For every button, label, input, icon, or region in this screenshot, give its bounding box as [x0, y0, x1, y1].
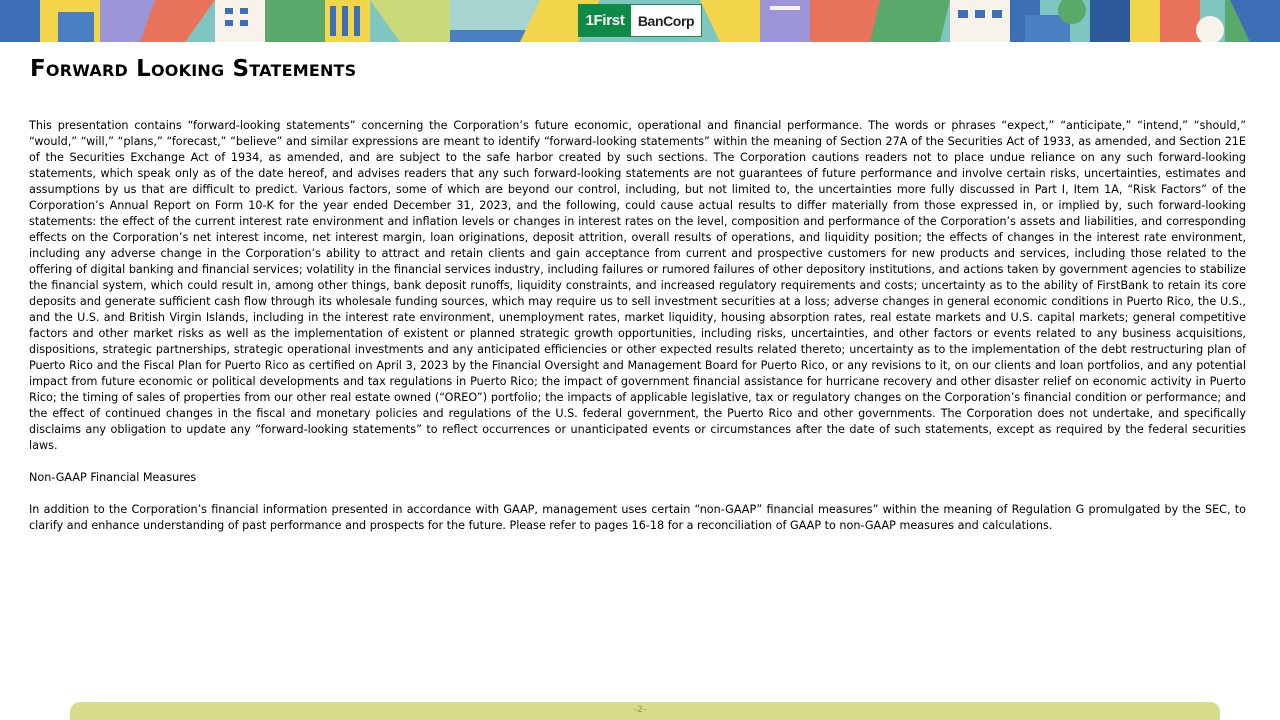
logo-mark: 1First: [579, 5, 631, 36]
non-gaap-paragraph: In addition to the Corporation’s financial information presented in accordance with GAAP, management uses certain “non-GAAP” financial measures” within the meaning of Regulation G promulgated by the SEC, to clarify and enhance understanding of past performance and prospects for the future. Please refer to pages 16-18 for a reconciliation of GAAP to non-GAAP measures and calculations.: [29, 503, 1246, 532]
non-gaap-heading: Non-GAAP Financial Measures: [29, 471, 197, 484]
company-logo: [578, 4, 702, 37]
logo-text: BanCorp: [637, 12, 695, 29]
page-title: Forward Looking Statements: [30, 56, 357, 82]
slide-content: [29, 118, 1246, 534]
forward-looking-paragraph: This presentation contains “forward-looking statements” concerning the Corporation’s future economic, operational and financial performance. The words or phrases “expect,” “anticipate,” “intend,” “should,” “would,” “will,” “plans,” “forecast,” “believe” and similar expressions are meant to identify “forward-looking statements” within the meaning of Section 27A of the Securities Act of 1933, as amended, and Section 21E of the Securities Exchange Act of 1934, as amended, and are subject to the safe harbor created by such sections. The Corporation cautions readers not to place undue reliance on any such forward-looking statements, which speak only as of the date hereof, and advises readers that any such forward-looking statements are not guarantees of future performance and involve certain risks, uncertainties, estimates and assumptions by us that are difficult to predict. Various factors, some of which are beyond our control, including, but not limited to, the uncertainties more fully discussed in Part I, Item 1A, “Risk Factors” of the Corporation’s Annual Report on Form 10-K for the year ended December 31, 2023, and the following, could cause actual results to differ materially from those expressed in, or implied by, such forward-looking statements: the effect of the current interest rate environment and inflation levels or changes in interest rates on the level, composition and performance of the Corporation’s assets and liabilities, and corresponding effects on the Corporation’s net interest income, net interest margin, loan originations, deposit attrition, overall results of operations, and liquidity position; the effects of changes in the interest rate environment, including any adverse change in the Corporation’s ability to attract and retain clients and gain acceptance from current and prospective customers for new products and services, including those related to the offering of digital banking and financial services; volatility in the financial services industry, including failures or rumored failures of other depository institutions, and actions taken by government agencies to stabilize the financial system, which could result in, among other things, bank deposit runoffs, liquidity constraints, and increased regulatory requirements and costs; uncertainty as to the ability of FirstBank to retain its core deposits and generate sufficient cash flow through its wholesale funding sources, which may require us to sell investment securities at a loss; adverse changes in general economic conditions in Puerto Rico, the U.S., and the U.S. and British Virgin Islands, including in the interest rate environment, unemployment rates, market liquidity, housing absorption rates, real estate markets and U.S. capital markets; general competitive factors and other market risks as well as the implementation of existent or planned strategic growth opportunities, including risks, uncertainties, and other factors or events related to any business acquisitions, dispositions, strategic partnerships, strategic operational investments and any anticipated efficiencies or other expected results related thereto; uncertainty as to the implementation of the debt restructuring plan of Puerto Rico and the Fiscal Plan for Puerto Rico as certified on April 3, 2023 by the Financial Oversight and Management Board for Puerto Rico, or any revisions to it, on our clients and loan portfolios, and any potential impact from future economic or political developments and tax regulations in Puerto Rico; the impact of government financial assistance for hurricane recovery and other disaster relief on economic activity in Puerto Rico; the timing of sales of properties from our other real estate owned (“OREO”) portfolio; the impacts of applicable legislative, tax or regulatory changes on the Corporation’s financial condition or performance; and the effect of continued changes in the fiscal and monetary policies and regulations of the U.S. federal government, the Puerto Rico and other governments. The Corporation does not undertake, and specifically disclaims any obligation to update any “forward-looking statements” to reflect occurrences or unanticipated events or circumstances after the date of such statements, except as required by the federal securities laws.: [29, 119, 1246, 452]
page-number: -2-: [633, 705, 647, 715]
header-banner: [0, 0, 1280, 42]
